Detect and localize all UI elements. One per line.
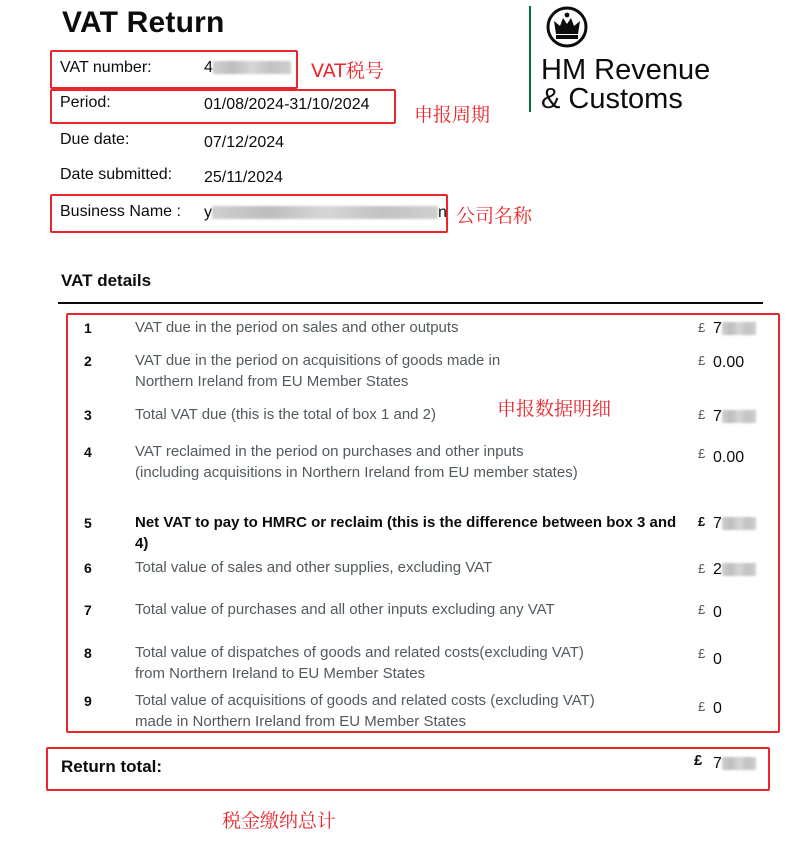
row-9-currency: £: [698, 699, 706, 714]
logo-line-1: HM Revenue: [541, 54, 711, 86]
business-name-label: Business Name :: [60, 203, 181, 220]
row-4-currency: £: [698, 446, 706, 461]
row-9-number: 9: [84, 693, 92, 709]
redacted-block: [722, 517, 756, 530]
redacted-block: [722, 410, 756, 423]
row-1-description: VAT due in the period on sales and other outputs: [135, 319, 459, 336]
row-9-value: 0: [713, 700, 722, 717]
row-3-value: [713, 408, 756, 426]
row-3-number: 3: [84, 407, 92, 423]
business-name-start: y: [204, 204, 212, 221]
row-7-number: 7: [84, 602, 92, 618]
section-divider: [58, 302, 763, 304]
period-label: Period:: [60, 94, 111, 111]
row-8-number: 8: [84, 645, 92, 661]
row-5-value: [713, 515, 756, 533]
row-6-description: Total value of sales and other supplies, excluding VAT: [135, 559, 493, 576]
period-highlight: [50, 89, 396, 124]
row-6-number: 6: [84, 560, 92, 576]
row-8-value: 0: [713, 651, 722, 668]
row-6-currency: £: [698, 561, 706, 576]
row-8-currency: £: [698, 646, 706, 661]
logo-line-2: & Customs: [541, 83, 683, 115]
row-9-description: Total value of acquisitions of goods and related costs (excluding VAT) made in Northern Ireland from EU Member States: [135, 692, 595, 730]
submitted-value: 25/11/2024: [204, 169, 283, 186]
return-total-visible: 7: [713, 755, 722, 772]
business-name-end: n: [438, 204, 447, 221]
row-1-currency: £: [698, 320, 706, 335]
row-7-currency: £: [698, 602, 706, 617]
row-1-value: [713, 320, 756, 338]
business-name-highlight: [50, 194, 448, 233]
submitted-label: Date submitted:: [60, 166, 173, 183]
vat-number-label: VAT number:: [60, 59, 152, 76]
details-note: 申报数据明细: [497, 398, 612, 420]
redacted-block: [722, 757, 756, 770]
row-4-value: 0.00: [713, 449, 745, 466]
row-1-number: 1: [84, 320, 92, 336]
logo-bar: [529, 6, 531, 112]
row-5-currency: £: [698, 514, 706, 529]
row-7-description: Total value of purchases and all other inputs excluding any VAT: [135, 601, 555, 618]
vat-details-title: VAT details: [61, 271, 152, 290]
period-note: 申报周期: [414, 104, 491, 126]
return-total-currency: £: [694, 752, 703, 769]
row-2-currency: £: [698, 353, 706, 368]
row-4-description: VAT reclaimed in the period on purchases and other inputs (including acquisitions in Northern Ireland from EU member states): [135, 443, 578, 481]
row-7-value: 0: [713, 604, 722, 621]
vat-number-highlight: [50, 50, 298, 89]
redacted-block: [722, 322, 756, 335]
vat-number-note: VAT税号: [311, 60, 384, 82]
row-6-value-visible: 2: [713, 561, 722, 578]
business-name-note: 公司名称: [456, 205, 533, 227]
row-2-description: VAT due in the period on acquisitions of goods made in Northern Ireland from EU Member States: [135, 352, 501, 390]
row-3-currency: £: [698, 407, 706, 422]
page-title: VAT Return: [62, 6, 225, 39]
row-2-value: 0.00: [713, 354, 745, 371]
row-8-description: Total value of dispatches of goods and related costs(excluding VAT) from Northern Ireland to EU Member States: [135, 644, 584, 682]
row-3-description: Total VAT due (this is the total of box 1 and 2): [135, 406, 437, 423]
redacted-block: [722, 563, 756, 576]
row-6-value: [713, 561, 756, 579]
due-date-value: 07/12/2024: [204, 134, 285, 151]
return-total-label: Return total:: [61, 757, 163, 776]
row-5-description: Net VAT to pay to HMRC or reclaim (this is the difference between box 3 and 4): [135, 514, 677, 552]
total-note: 税金缴纳总计: [222, 810, 337, 832]
period-value: 01/08/2024-31/10/2024: [204, 96, 370, 113]
row-5-number: 5: [84, 515, 92, 531]
crown-icon: [541, 5, 593, 49]
row-1-value-visible: 7: [713, 320, 722, 337]
row-5-value-visible: 7: [713, 515, 722, 532]
row-4-number: 4: [84, 444, 92, 460]
row-3-value-visible: 7: [713, 408, 722, 425]
row-2-number: 2: [84, 353, 92, 369]
vat-number-visible: 4: [204, 59, 213, 76]
return-total-value: [713, 755, 756, 773]
due-date-label: Due date:: [60, 131, 130, 148]
